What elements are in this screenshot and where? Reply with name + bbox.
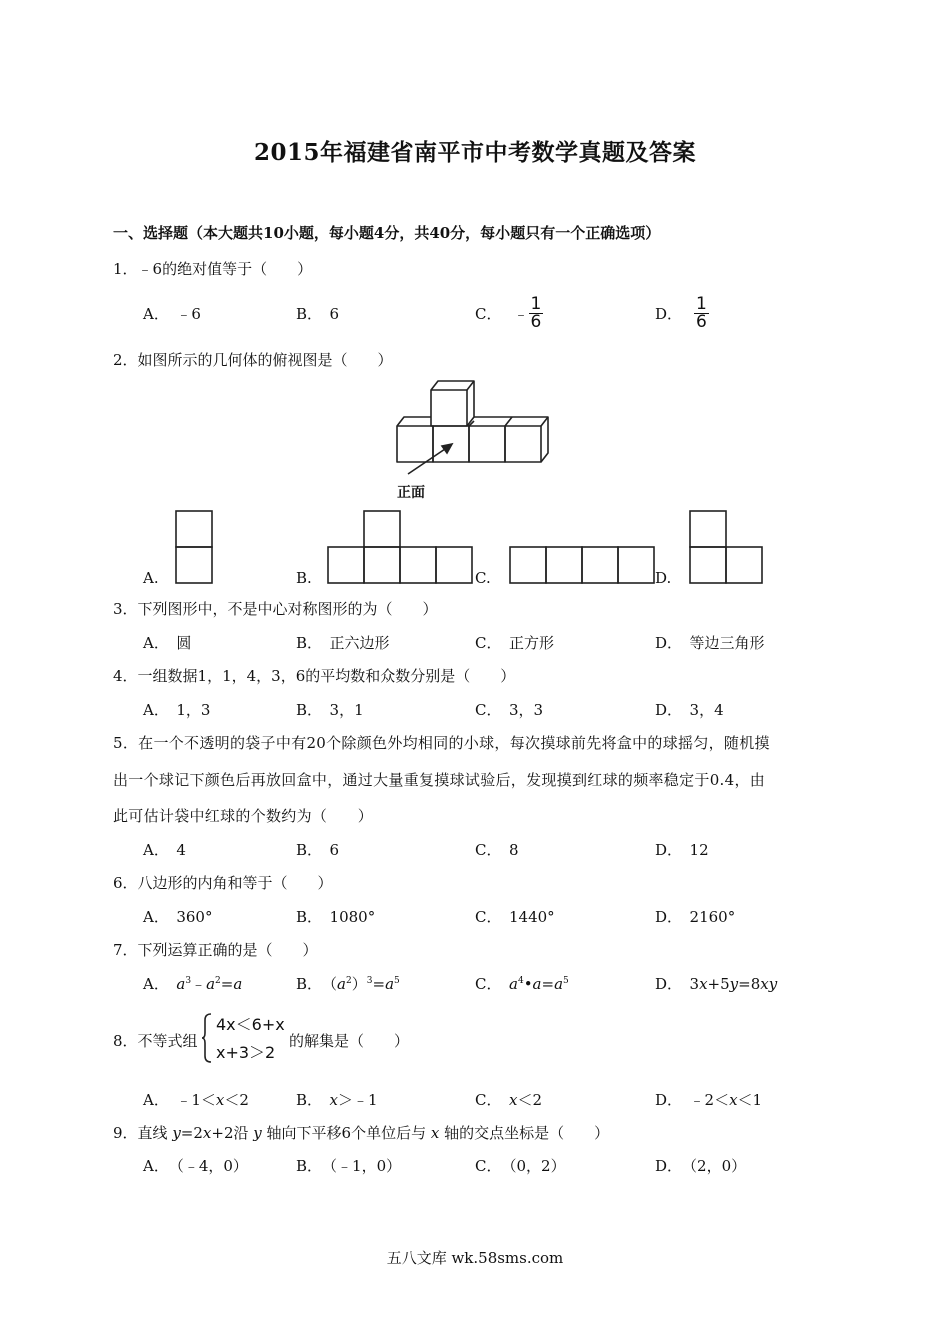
q9-option-a: A． （﹣4，0） — [143, 1157, 248, 1175]
q1-option-c-label: C． — [475, 305, 502, 323]
q9-option-b: B． （﹣1，0） — [296, 1157, 402, 1175]
q8-option-c: C． x＜2 — [475, 1091, 542, 1109]
page-title: 2015年福建省南平市中考数学真题及答案 — [253, 139, 696, 166]
q7-option-b: B． $(a^2)^3=a^5$ — [296, 975, 400, 993]
q3-option-d: D． 等边三角形 — [655, 634, 765, 652]
q8-option-d: D． ﹣2＜x＜1 — [655, 1091, 763, 1109]
question-8-prefix: 8．不等式组 — [113, 1032, 198, 1050]
q2-option-d-figure — [689, 510, 764, 585]
q1-option-c-sign: ﹣ — [513, 305, 529, 323]
q8-option-a: A． ﹣1＜x＜2 — [143, 1091, 249, 1109]
q5-option-b: B． 6 — [296, 841, 340, 859]
front-view-label: 正面 — [397, 485, 425, 501]
q9-option-d: D． （2，0） — [655, 1157, 747, 1175]
section-heading: 一、选择题（本大题共10小题，每小题4分，共40分，每小题只有一个正确选项） — [113, 224, 661, 242]
question-1-stem: 1．﹣6的绝对值等于（ ） — [113, 260, 313, 278]
question-4-stem: 4．一组数据1，1，4，3，6的平均数和众数分别是（ ） — [113, 667, 516, 685]
q4-option-a: A． 1，3 — [143, 701, 211, 719]
q5-option-d: D． 12 — [655, 841, 709, 859]
q6-option-b: B． 1080° — [296, 908, 376, 926]
q3-option-a: A． 圆 — [143, 634, 192, 652]
question-8-suffix: 的解集是（ ） — [289, 1032, 410, 1050]
page-footer: 五八文库 wk.58sms.com — [386, 1249, 564, 1267]
q1-option-b: B． 6 — [296, 305, 340, 323]
q1-option-d — [655, 296, 709, 331]
q1-option-d-fraction: $\frac{1}{6}$ — [696, 294, 707, 332]
q2-option-a-figure — [175, 510, 215, 585]
q4-option-c: C． 3，3 — [475, 701, 544, 719]
question-5-line-2: 出一个球记下颜色后再放回盒中，通过大量重复摸球试验后，发现摸到红球的频率稳定于0.4，由 — [113, 771, 766, 789]
q1-option-a: A． ﹣6 — [143, 305, 201, 323]
q7-option-d: D． 3x+5y=8xy — [655, 975, 778, 993]
question-2-stem: 2．如图所示的几何体的俯视图是（ ） — [113, 351, 393, 369]
q5-option-c: C． 8 — [475, 841, 519, 859]
q3-option-b: B． 正六边形 — [296, 634, 390, 652]
q2-option-d-label: D. — [655, 569, 672, 587]
q6-option-a: A． 360° — [143, 908, 213, 926]
q2-option-a-label: A. — [143, 569, 159, 587]
q4-option-d: D． 3，4 — [655, 701, 724, 719]
q2-option-b-figure — [327, 510, 474, 585]
q2-option-b-label: B. — [296, 569, 312, 587]
question-7-stem: 7．下列运算正确的是（ ） — [113, 941, 318, 959]
q1-option-d-label: D． — [655, 305, 683, 323]
question-5-line-3: 此可估计袋中红球的个数约为（ ） — [113, 807, 374, 825]
q2-option-c-label: C. — [475, 569, 491, 587]
left-brace-icon — [201, 1012, 213, 1064]
q3-option-c: C． 正方形 — [475, 634, 554, 652]
q6-option-c: C． 1440° — [475, 908, 555, 926]
top-cube-front — [431, 390, 467, 426]
q7-option-a: A． $a^3﹣a^2=a$ — [143, 975, 243, 993]
q8-option-b: B． x＞﹣1 — [296, 1091, 378, 1109]
question-9-stem: 9．直线 y=2x+2沿 y 轴向下平移6个单位后与 x 轴的交点坐标是（ ） — [113, 1124, 610, 1142]
inequality-2: x+3＞2 — [216, 1043, 276, 1062]
q6-option-d: D． 2160° — [655, 908, 736, 926]
q7-option-c: C． $a^4•a=a^5$ — [475, 975, 569, 993]
question-5-line-1: 5．在一个不透明的袋子中有20个除颜色外均相同的小球，每次摸球前先将盒中的球摇匀，随机摸 — [113, 734, 770, 752]
q4-option-b: B． 3，1 — [296, 701, 364, 719]
q2-option-c-figure — [509, 546, 656, 585]
q9-option-c: C． （0，2） — [475, 1157, 566, 1175]
question-6-stem: 6．八边形的内角和等于（ ） — [113, 874, 333, 892]
question-3-stem: 3．下列图形中，不是中心对称图形的为（ ） — [113, 600, 438, 618]
q1-option-c — [475, 296, 543, 331]
q5-option-a: A． 4 — [143, 841, 186, 859]
q1-option-c-fraction: $\frac{1}{6}$ — [530, 294, 542, 332]
inequality-1: 4x＜6+x — [216, 1015, 285, 1034]
